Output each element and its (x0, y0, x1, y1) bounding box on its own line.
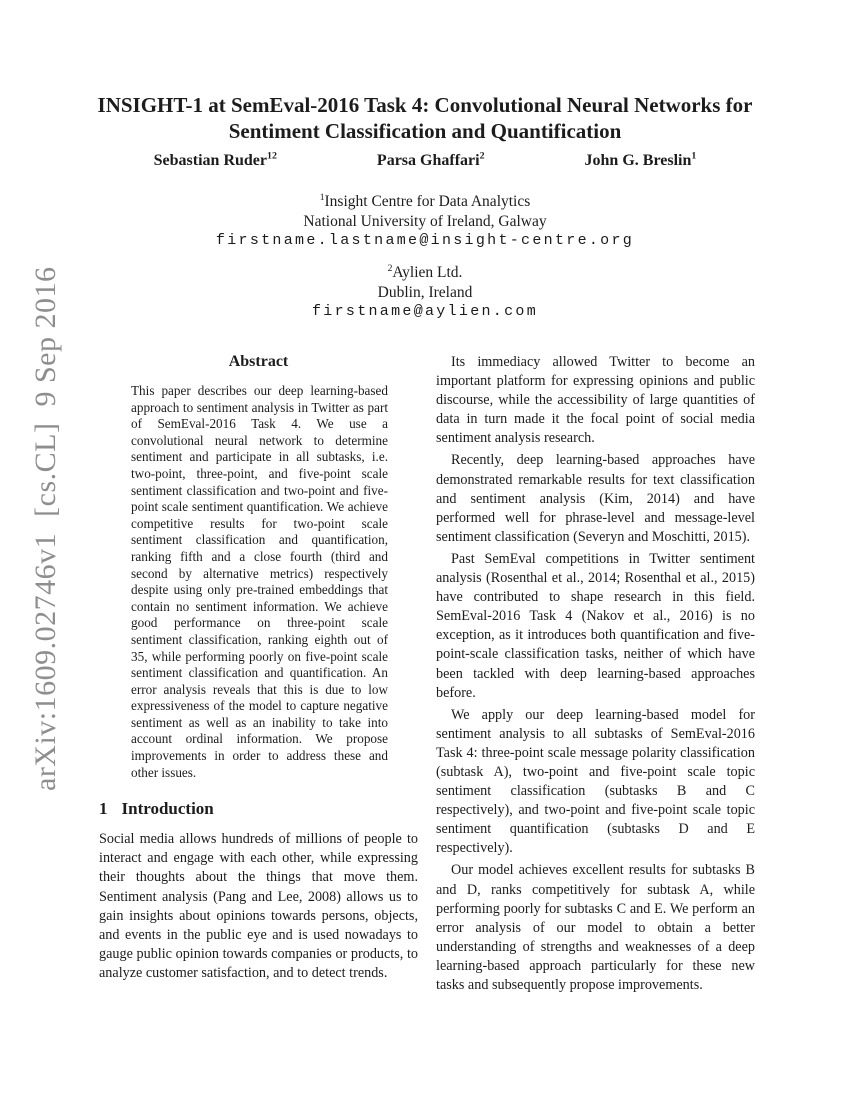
affiliation-1 (0, 192, 850, 250)
affiliation-1-location: National University of Ireland, Galway (303, 212, 547, 230)
author-3-superscript: 1 (691, 150, 697, 162)
right-column (436, 350, 755, 998)
affiliation-1-institution (0, 192, 850, 212)
body-paragraph-3: Past SemEval competitions in Twitter sentiment analysis (Rosenthal et al., 2014; Rosenthal et al., 2015) have contributed to shape research in this field. SemEval-2016 Task 4 (Nakov et al., 2016) is no exception, as it introduces both quantification and five-point-scale classification tasks, neither of which have been tackled with deep learning-based approaches before. (436, 550, 755, 701)
affiliation-2-location: Dublin, Ireland (377, 283, 473, 301)
body-paragraph-4: We apply our deep learning-based model for sentiment analysis to all subtasks of SemEval-2016 Task 4: three-point scale message polarity classification (subtask A), two-point and five-point scale topic sentiment classification (subtasks B and C respectively), and two-point and five-point scale topic sentiment quantification (subtasks D and E respectively). (436, 706, 755, 857)
author-2-superscript: 2 (479, 150, 485, 162)
affiliation-2-superscript: 2 (387, 262, 393, 274)
affiliation-2-institution (0, 263, 850, 283)
body-paragraph-2: Recently, deep learning-based approaches have demonstrated remarkable results for text classification and sentiment analysis (Kim, 2014) and have performed well for phrase-level and message-level sentiment classification (Severyn and Moschitti, 2015). (436, 452, 755, 545)
affiliation-2 (0, 263, 850, 321)
body-paragraph-1: Its immediacy allowed Twitter to become an important platform for expressing opinions and public discourse, while the accessibility of large quantities of data in turn made it the focal point of social media sentiment analysis research. (436, 354, 755, 447)
abstract-body: This paper describes our deep learning-based approach to sentiment analysis in Twitter as part of SemEval-2016 Task 4. We use a convolutional neural network to determine sentiment and participate in all subtasks, i.e. two-point, three-point, and five-point scale sentiment classification and two-point and five-point scale sentiment quantification. We achieve competitive results for two-point scale sentiment classification and quantification, ranking fifth and a close fourth (third and second by alternative metrics) respectively despite using only pre-trained embeddings that contain no sentiment information. We achieve good performance on three-point scale sentiment classification, ranking eighth out of 35, while performing poorly on five-point scale sentiment classification and quantification. An error analysis reveals that this is due to low expressiveness of the model to capture negative sentiment as well as an inability to take into account ordinal information. We propose improvements in order to address these and other issues. (131, 383, 388, 780)
author-2 (377, 151, 485, 171)
author-1-name: Sebastian Ruder (153, 152, 268, 169)
author-1-superscript: 12 (267, 150, 277, 162)
section-1-heading (99, 798, 418, 820)
authors-row (0, 151, 850, 171)
abstract-heading: Abstract (228, 353, 289, 370)
author-2-name: Parsa Ghaffari (376, 152, 480, 169)
left-column (99, 350, 418, 983)
author-1 (154, 151, 277, 171)
affiliation-1-institution-text: Insight Centre for Data Analytics (324, 193, 531, 210)
paper-title (0, 93, 850, 144)
section-1-title: Introduction (121, 799, 214, 819)
affiliation-1-email: firstname.lastname@insight-centre.org (215, 232, 635, 249)
paper-title-line-1: INSIGHT-1 at SemEval-2016 Task 4: Convolutional Neural Networks for (97, 93, 753, 117)
affiliation-1-superscript: 1 (319, 191, 325, 203)
body-paragraph-5: Our model achieves excellent results for subtasks B and D, ranks competitively for subtask A, while performing poorly for subtasks C and E. We perform an error analysis of our model to obtain a better understanding of strengths and weaknesses of a deep learning-based approach particularly for these new tasks and subsequently propose improvements. (436, 862, 755, 993)
section-1-number: 1 (99, 799, 108, 819)
affiliation-2-email: firstname@aylien.com (311, 303, 539, 320)
affiliation-2-institution-text: Aylien Ltd. (392, 264, 463, 281)
arxiv-watermark: arXiv:1609.02746v1 [cs.CL] 9 Sep 2016 (29, 266, 62, 791)
author-3-name: John G. Breslin (584, 152, 692, 169)
paper-title-line-2: Sentiment Classification and Quantification (228, 118, 622, 143)
author-3 (585, 151, 697, 171)
intro-paragraph: Social media allows hundreds of millions of people to interact and engage with each other, while expressing their thoughts about the things that move them. Sentiment analysis (Pang and Lee, 2008) allows us to gain insights about opinions towards persons, objects, and events in the public eye and is used nowadays to gauge public opinion towards companies or products, to analyze customer satisfaction, and to detect trends. (99, 831, 418, 981)
